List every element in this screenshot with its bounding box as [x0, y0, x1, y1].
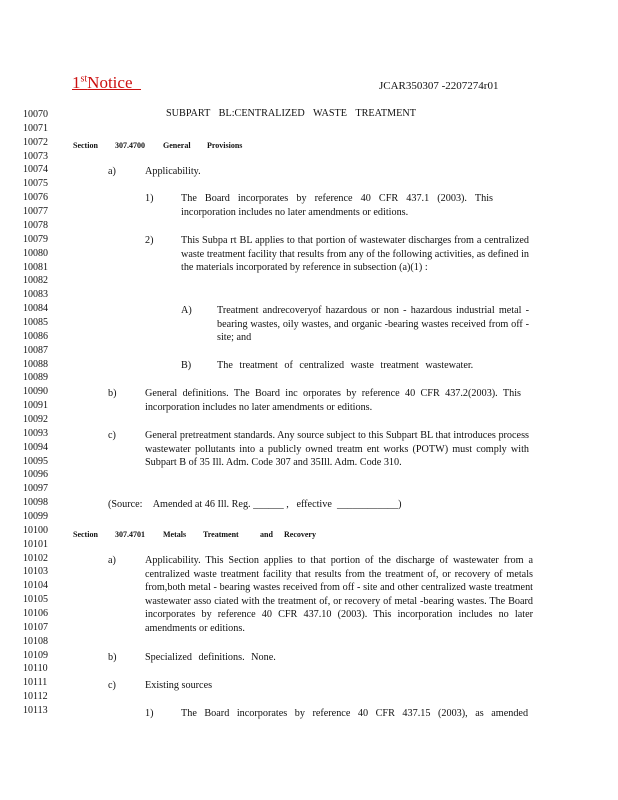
line-number: 10099 — [23, 510, 48, 522]
line-number: 10087 — [23, 344, 48, 356]
line-number: 10112 — [23, 691, 48, 703]
line-number: 10072 — [23, 136, 48, 148]
item-label: 2) — [145, 235, 154, 246]
line-number: 10084 — [23, 303, 48, 314]
line-number: 10092 — [23, 413, 48, 425]
item-text: The Board incorporates by reference 40 CFR 437.15 (2003), as amended — [181, 708, 529, 719]
subsection-label: b) — [108, 652, 117, 663]
line-number: 10097 — [23, 483, 48, 495]
subitem-text: The treatment of centralized waste treatment wastewater. — [217, 360, 474, 371]
line-number: 10078 — [23, 219, 48, 231]
subsection-text: Existing sources — [145, 680, 213, 691]
line-number: 10101 — [23, 538, 48, 550]
line-number: 10086 — [23, 330, 48, 342]
line-number: 10110 — [23, 663, 48, 675]
subsection-label: a) — [108, 555, 116, 566]
line-number: 10096 — [23, 469, 48, 481]
subpart-title: SUBPART BL:CENTRALIZED WASTE TREATMENT — [166, 108, 416, 119]
subsection-label: a) — [108, 166, 116, 177]
line-number: 10105 — [23, 594, 48, 606]
item-label: 1) — [145, 193, 154, 204]
subsection-label: b) — [108, 388, 117, 399]
item-text: This Subpa rt BL applies to that portion of wastewater discharges from a centralized waste treatment facility that results from any of the following activities, as defined in the materials incorporated by reference in subsection (a)(1) : — [181, 235, 529, 274]
document-code: JCAR350307 -2207274r01 — [379, 80, 499, 92]
section-number: 307.4701 — [115, 530, 145, 539]
line-number: 10071 — [23, 122, 48, 134]
line-number: 10081 — [23, 261, 48, 273]
line-number: 10113 — [23, 705, 48, 716]
line-number: 10070 — [23, 109, 48, 120]
line-number: 10075 — [23, 178, 48, 190]
line-number: 10100 — [23, 524, 48, 536]
line-number: 10098 — [23, 497, 48, 509]
section-label: Section — [73, 530, 98, 539]
subsection-text: General pretreatment standards. Any source subject to this Subpart BL that introduces process wastewater pollutants into a publicly owned treatm ent works (POTW) must comply with Subpart B of 35 Ill. Adm. Code 307 and 35Ill. Adm. Code 310. — [145, 430, 529, 469]
line-number: 10083 — [23, 289, 48, 301]
section-number: 307.4700 — [115, 141, 145, 150]
section-title-word: General — [163, 141, 191, 150]
line-number: 10079 — [23, 233, 48, 245]
section-title-word: and — [260, 530, 273, 539]
line-number: 10076 — [23, 192, 48, 204]
section-title-word: Provisions — [207, 141, 243, 150]
line-number: 10082 — [23, 275, 48, 287]
line-number: 10106 — [23, 608, 48, 619]
item-label: 1) — [145, 708, 154, 719]
section-label: Section — [73, 141, 98, 150]
notice-heading: 1stNotice — [72, 73, 133, 92]
line-number: 10077 — [23, 206, 48, 217]
subitem-label: B) — [181, 360, 192, 371]
line-number: 10107 — [23, 621, 48, 633]
section-title-word: Metals — [163, 530, 187, 539]
section-title-word: Treatment — [203, 530, 239, 539]
line-number: 10109 — [23, 649, 48, 661]
line-number: 10104 — [23, 580, 48, 592]
line-number: 10093 — [23, 427, 48, 439]
line-number: 10073 — [23, 150, 48, 162]
line-number: 10080 — [23, 247, 48, 259]
line-number: 10085 — [23, 316, 48, 328]
subsection-text: Applicability. This Section applies to that portion of the discharge of wastewater from a centralized waste treatment facility that results from the treatment of, or recovery of metals from,both metal - bearing wastes received from off - site and other centralized waste treatment wastewater asso ciated with the treatment of, or recovery of metal -bearing wastes. The Board incorporates by reference 40 CFR 437.10 (2003). This incorporation includes no later amendments or editions. — [145, 555, 533, 634]
line-number: 10095 — [23, 455, 48, 467]
line-number: 10088 — [23, 358, 48, 370]
section-title-word: Recovery — [284, 530, 316, 539]
subsection-heading: Applicability. — [145, 166, 201, 177]
subitem-label: A) — [181, 305, 192, 316]
subsection-label: c) — [108, 430, 116, 441]
line-number: 10091 — [23, 400, 48, 412]
item-text: The Board incorporates by reference 40 CFR 437.1 (2003). This incorporation includes no later amendments or editions. — [181, 193, 493, 218]
subsection-text: Specialized definitions. None. — [145, 652, 276, 663]
line-number: 10111 — [23, 677, 48, 689]
line-number: 10094 — [23, 441, 48, 453]
line-number: 10102 — [23, 552, 48, 564]
line-number: 10090 — [23, 386, 48, 398]
line-number: 10108 — [23, 635, 48, 647]
subsection-text: General definitions. The Board inc orporates by reference 40 CFR 437.2(2003). This incorporation includes no later amendments or editions. — [145, 388, 521, 413]
subsection-label: c) — [108, 680, 116, 691]
line-number: 10103 — [23, 566, 48, 578]
subitem-text: Treatment andrecoveryof hazardous or non - hazardous industrial metal -bearing wastes, oily wastes, and organic -bearing wastes received from off -site; and — [217, 305, 529, 344]
source-note: (Source: Amended at 46 Ill. Reg. ______ , effective ____________) — [108, 499, 402, 510]
line-number: 10089 — [23, 372, 48, 384]
line-number: 10074 — [23, 164, 48, 176]
